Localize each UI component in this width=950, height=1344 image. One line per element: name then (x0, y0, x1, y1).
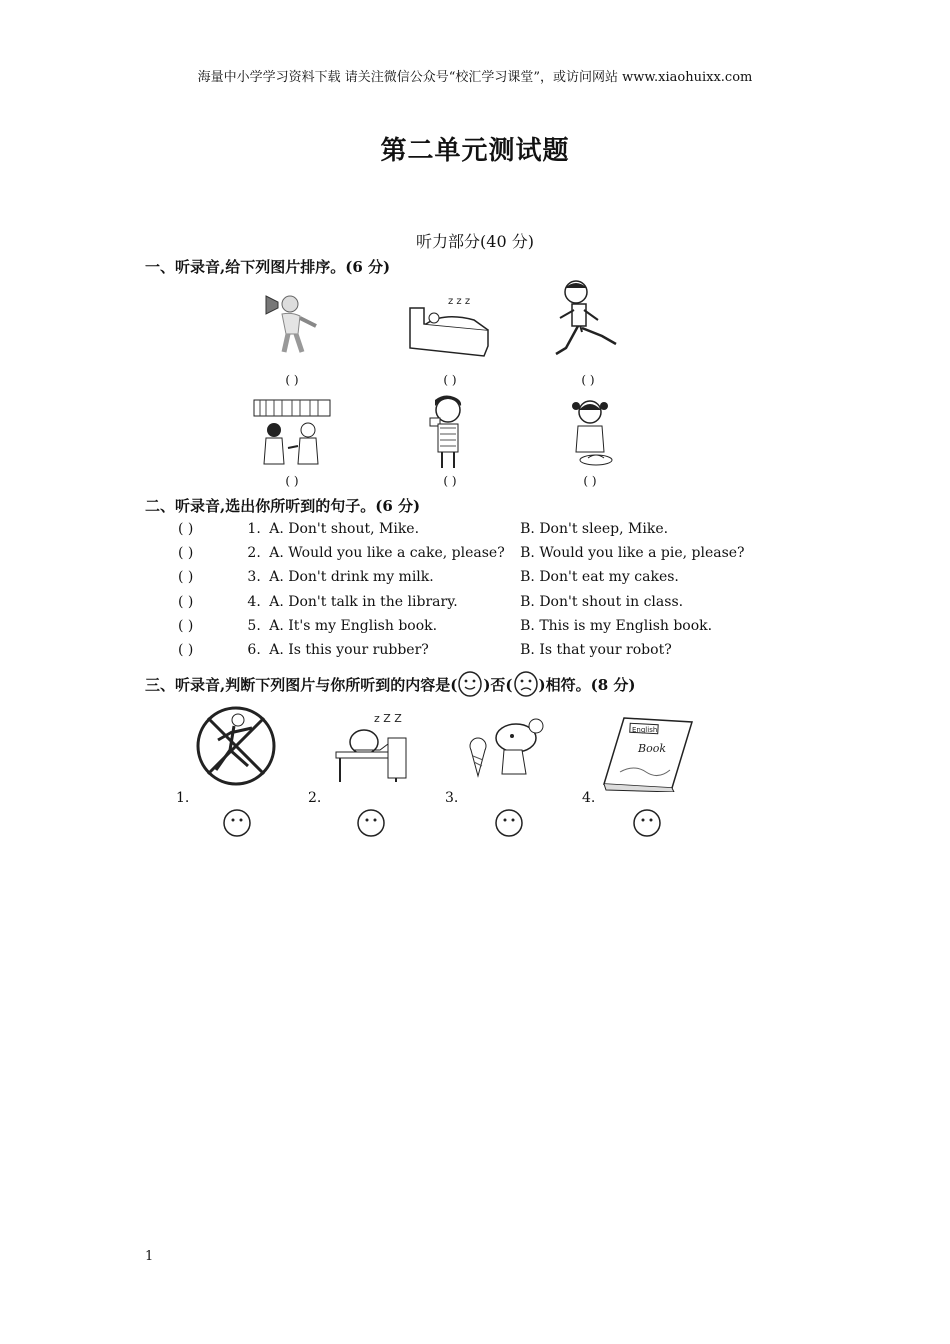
answer-blank[interactable]: ( ) (178, 521, 194, 537)
answer-face-1-icon[interactable] (222, 808, 252, 838)
item-number-3: 3. (445, 790, 459, 806)
option-b: B. Is that your robot? (520, 642, 672, 658)
blank-5[interactable]: ( ) (443, 474, 457, 488)
answer-blank[interactable]: ( ) (178, 618, 194, 634)
megaphone-person-image (262, 286, 326, 356)
page-number: 1 (145, 1249, 154, 1264)
book-cover-word-english: English (632, 726, 658, 734)
question-number: 6. (247, 642, 261, 658)
item-number-4: 4. (582, 790, 596, 806)
answer-face-3-icon[interactable] (494, 808, 524, 838)
question-row-2 (178, 545, 778, 561)
question-number: 2. (247, 545, 261, 561)
option-a: A. Don't drink my milk. (269, 569, 434, 585)
section2-heading: 二、听录音,选出你所听到的句子。(6 分) (145, 497, 421, 515)
smiley-face-icon (457, 670, 483, 698)
option-b: B. Don't shout in class. (520, 594, 684, 610)
item-number-1: 1. (176, 790, 190, 806)
item-number-2: 2. (308, 790, 322, 806)
answer-blank[interactable]: ( ) (178, 594, 194, 610)
running-boy-image (552, 278, 624, 368)
option-b: B. Don't sleep, Mike. (520, 521, 669, 537)
question-number: 5. (247, 618, 261, 634)
blank-4[interactable]: ( ) (285, 474, 299, 488)
option-b: B. Don't eat my cakes. (520, 569, 679, 585)
section3-heading-part-c: )相符。(8 分) (538, 675, 636, 694)
sleeping-at-desk-image (330, 708, 412, 784)
option-b: B. This is my English book. (520, 618, 713, 634)
section3-heading-part-a: 三、听录音,判断下列图片与你所听到的内容是( (145, 675, 458, 694)
svg-text:z Z Z: z Z Z (374, 712, 402, 725)
page-title: 第二单元测试题 (380, 136, 570, 166)
answer-face-2-icon[interactable] (356, 808, 386, 838)
library-talk-image (252, 398, 332, 466)
blank-2[interactable]: ( ) (443, 373, 457, 387)
option-a: A. Don't talk in the library. (269, 594, 458, 610)
boy-eating-cake-image (420, 394, 476, 470)
answer-blank[interactable]: ( ) (178, 569, 194, 585)
question-number: 1. (247, 521, 261, 537)
part-title: 听力部分(40 分) (416, 232, 534, 251)
sad-face-icon (513, 670, 539, 698)
option-a: A. Is this your rubber? (269, 642, 429, 658)
option-b: B. Would you like a pie, please? (520, 545, 745, 561)
english-book-image (600, 716, 694, 792)
question-row-6 (178, 642, 778, 658)
blank-1[interactable]: ( ) (285, 373, 299, 387)
question-row-5 (178, 618, 778, 634)
sleeping-in-bed-image (404, 290, 492, 360)
option-a: A. Would you like a cake, please? (269, 545, 505, 561)
option-a: A. It's my English book. (269, 618, 438, 634)
answer-face-4-icon[interactable] (632, 808, 662, 838)
section1-heading: 一、听录音,给下列图片排序。(6 分) (145, 258, 391, 276)
question-row-3 (178, 569, 778, 585)
svg-text:z z z: z z z (448, 296, 471, 307)
no-running-image (194, 704, 278, 788)
girl-eating-image (566, 396, 616, 468)
blank-6[interactable]: ( ) (583, 474, 597, 488)
section3-heading-part-b: )否( (483, 675, 513, 694)
book-cover-word-book: Book (638, 742, 666, 755)
question-row-1 (178, 521, 778, 537)
question-row-4 (178, 594, 778, 610)
blank-3[interactable]: ( ) (581, 373, 595, 387)
answer-blank[interactable]: ( ) (178, 545, 194, 561)
header-note: 海量中小学学习资料下载 请关注微信公众号“校汇学习课堂”，或访问网站 www.xiaohuixx.com (197, 70, 753, 85)
ice-cream-mouse-image (464, 716, 548, 788)
answer-blank[interactable]: ( ) (178, 642, 194, 658)
question-number: 3. (247, 569, 261, 585)
option-a: A. Don't shout, Mike. (269, 521, 420, 537)
section3-heading (145, 670, 635, 698)
question-number: 4. (247, 594, 261, 610)
